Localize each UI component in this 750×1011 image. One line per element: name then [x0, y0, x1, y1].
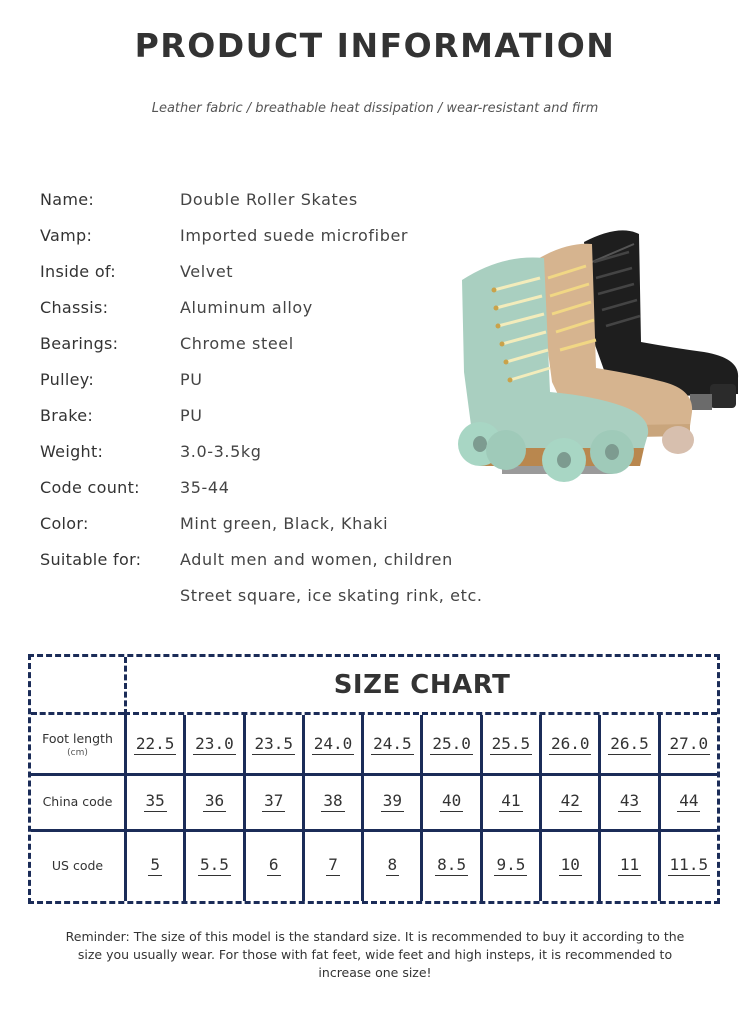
- spec-row-chassis: [40, 289, 483, 325]
- spec-label: Inside of:: [40, 261, 116, 281]
- spec-value: Mint green, Black, Khaki: [180, 513, 389, 533]
- spec-value: Street square, ice skating rink, etc.: [180, 585, 483, 605]
- us-code-value: 11: [619, 854, 640, 874]
- spec-value: 3.0-3.5kg: [180, 441, 262, 461]
- spec-list: [40, 181, 483, 613]
- spec-label: Suitable for:: [40, 549, 142, 569]
- size-cell: [420, 773, 479, 829]
- spec-label: Color:: [40, 513, 89, 533]
- size-cell: [183, 773, 242, 829]
- foot-length-unit: (cm): [67, 747, 88, 758]
- foot-length-value: 26.5: [610, 733, 649, 753]
- foot-length-row: [31, 715, 717, 776]
- spec-row-bearings: [40, 325, 483, 361]
- size-cell: [183, 829, 242, 901]
- size-chart: [28, 654, 720, 904]
- foot-length-value: 26.0: [550, 733, 590, 753]
- spec-label: Code count:: [40, 477, 140, 497]
- size-cell: [480, 773, 539, 829]
- china-code-value: 38: [323, 790, 343, 810]
- foot-length-value: 22.5: [135, 733, 175, 753]
- foot-length-value: 23.5: [254, 733, 293, 753]
- spec-label: Pulley:: [40, 369, 95, 389]
- spec-value: 35-44: [180, 477, 230, 497]
- us-code-value: 8: [387, 854, 398, 874]
- foot-length-label: [31, 715, 124, 773]
- size-cell: [183, 715, 242, 773]
- us-code-value: 11.5: [669, 854, 709, 874]
- china-code-value: 44: [679, 790, 699, 810]
- china-code-value: 41: [501, 790, 521, 810]
- spec-row-pulley: [40, 361, 483, 397]
- spec-label: Brake:: [40, 405, 94, 425]
- spec-row-suitable-cont: [40, 577, 483, 613]
- us-code-value: 8.5: [437, 854, 467, 874]
- spec-label: Chassis:: [40, 297, 109, 317]
- us-code-value: 5.5: [199, 854, 229, 874]
- size-cell: [361, 829, 420, 901]
- china-code-value: 42: [560, 790, 580, 810]
- chart-corner: [31, 657, 124, 715]
- spec-value: Chrome steel: [180, 333, 294, 353]
- size-cell: [243, 715, 302, 773]
- spec-value: PU: [180, 405, 203, 425]
- spec-value: Double Roller Skates: [180, 189, 358, 209]
- china-code-value: 43: [619, 790, 640, 810]
- spec-value: Aluminum alloy: [180, 297, 313, 317]
- size-cell: [539, 773, 598, 829]
- size-cell: [539, 829, 598, 901]
- size-chart-title: SIZE CHART: [333, 669, 511, 700]
- size-cell: [361, 715, 420, 773]
- spec-label: Vamp:: [40, 225, 93, 245]
- spec-row-inside: [40, 253, 483, 289]
- china-code-value: 39: [382, 790, 402, 810]
- size-cell: [243, 829, 302, 901]
- foot-length-text: Foot length: [42, 730, 113, 746]
- china-code-value: 36: [204, 790, 225, 810]
- spec-value: PU: [180, 369, 203, 389]
- us-code-row: [31, 829, 717, 901]
- spec-label: Bearings:: [40, 333, 119, 353]
- size-cell: [658, 715, 717, 773]
- size-cell: [124, 715, 183, 773]
- spec-row-brake: [40, 397, 483, 433]
- size-cell: [124, 829, 183, 901]
- page-title: PRODUCT INFORMATION: [134, 26, 616, 65]
- foot-length-value: 23.0: [195, 733, 234, 753]
- size-cell: [658, 829, 717, 901]
- product-photo: [444, 222, 744, 492]
- spec-value: Imported suede microfiber: [180, 225, 409, 245]
- size-cell: [480, 715, 539, 773]
- spec-row-weight: [40, 433, 483, 469]
- spec-row-vamp: [40, 217, 483, 253]
- size-cell: [124, 773, 183, 829]
- foot-length-value: 24.5: [373, 733, 412, 753]
- size-reminder: Reminder: The size of this model is the standard size. It is recommended to buy it according to the size you usually wear. For those with fat feet, wide feet and high insteps, it is recommended to increase one size!: [65, 929, 685, 980]
- foot-length-value: 27.0: [669, 733, 709, 753]
- size-cell: [420, 829, 479, 901]
- foot-length-value: 24.0: [313, 733, 353, 753]
- spec-value: Velvet: [180, 261, 234, 281]
- china-code-value: 37: [264, 790, 284, 810]
- size-cell: [243, 773, 302, 829]
- foot-length-value: 25.0: [432, 733, 471, 753]
- foot-length-value: 25.5: [491, 733, 531, 753]
- size-cell: [302, 829, 361, 901]
- size-cell: [598, 715, 657, 773]
- us-code-value: 10: [560, 854, 580, 874]
- china-code-value: 35: [145, 790, 165, 810]
- spec-row-suitable: [40, 541, 483, 577]
- size-cell: [361, 773, 420, 829]
- china-code-value: 40: [442, 790, 462, 810]
- spec-row-color: [40, 505, 483, 541]
- spec-label: Weight:: [40, 441, 104, 461]
- chart-header: [124, 657, 717, 715]
- size-cell: [539, 715, 598, 773]
- size-cell: [598, 829, 657, 901]
- size-cell: [658, 773, 717, 829]
- spec-row-code-count: [40, 469, 483, 505]
- china-code-row: [31, 773, 717, 832]
- us-code-value: 7: [328, 854, 338, 874]
- size-cell: [302, 715, 361, 773]
- spec-row-name: [40, 181, 483, 217]
- spec-value: Adult men and women, children: [180, 549, 453, 569]
- size-cell: [598, 773, 657, 829]
- us-code-label: US code: [51, 857, 104, 873]
- us-code-value: 6: [268, 854, 279, 874]
- size-cell: [302, 773, 361, 829]
- size-cell: [420, 715, 479, 773]
- us-code-value: 5: [150, 854, 160, 874]
- size-cell: [480, 829, 539, 901]
- us-code-value: 9.5: [496, 854, 526, 874]
- spec-label: Name:: [40, 189, 95, 209]
- page-subtitle: Leather fabric / breathable heat dissipation / wear-resistant and firm: [151, 101, 599, 116]
- china-code-label: China code: [42, 793, 113, 809]
